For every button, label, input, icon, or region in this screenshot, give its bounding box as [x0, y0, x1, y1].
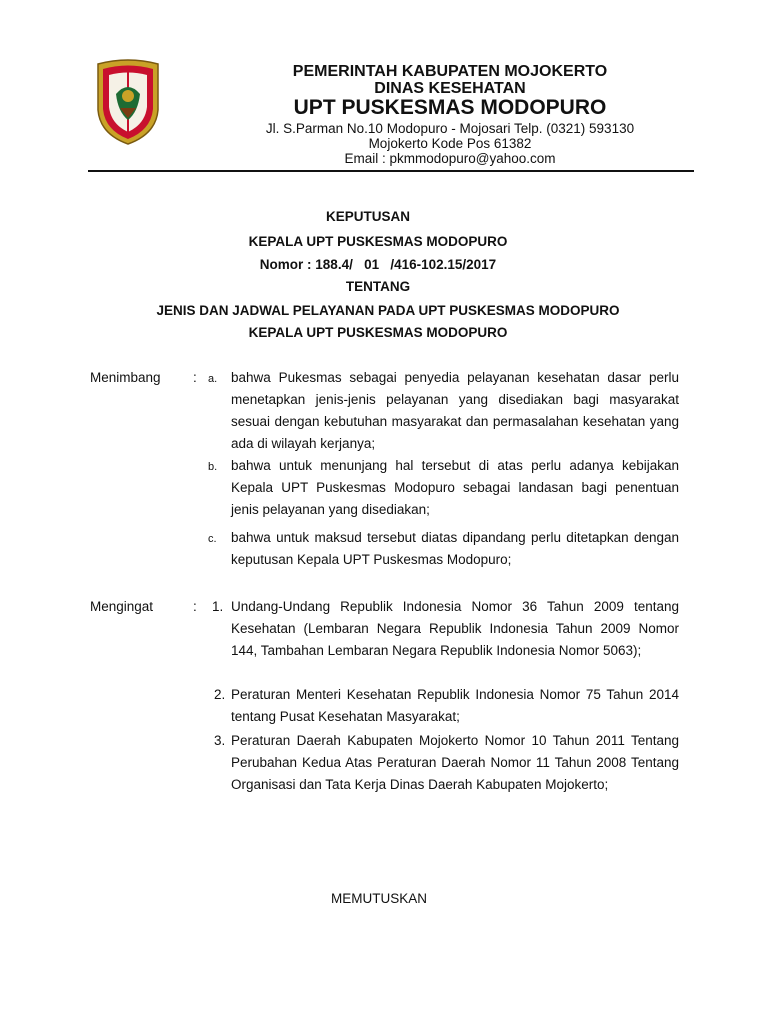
memutuskan-heading: MEMUTUSKAN	[331, 891, 428, 906]
mengingat-item-3-number: 3.	[214, 733, 226, 748]
decree-authority: KEPALA UPT PUSKESMAS MODOPURO	[248, 325, 508, 340]
menimbang-label: Menimbang	[90, 370, 161, 385]
menimbang-item-a: bahwa Pukesmas sebagai penyedia pelayanan kesehatan dasar perlu menetapkan jenis-jenis pelayanan yang disediakan bagi masyarakat sesuai dengan kebutuhan masyarakat dan permasalahan kesehatan yang ada di wilayah kerjanya;	[231, 370, 679, 451]
letterhead-department: DINAS KESEHATAN	[374, 80, 526, 97]
decree-heading: KEPUTUSAN	[325, 209, 410, 224]
menimbang-colon: :	[193, 370, 197, 385]
letterhead-government: PEMERINTAH KABUPATEN MOJOKERTO	[292, 63, 608, 80]
mengingat-item-2: Peraturan Menteri Kesehatan Republik Indonesia Nomor 75 Tahun 2014 tentang Pusat Kesehatan Masyarakat;	[231, 687, 679, 724]
mengingat-item-2-number: 2.	[214, 687, 226, 702]
menimbang-item-a-marker: a.	[208, 373, 218, 385]
letterhead-address: Jl. S.Parman No.10 Modopuro - Mojosari Telp. (0321) 593130	[265, 121, 635, 136]
mengingat-item-1: Undang-Undang Republik Indonesia Nomor 36 Tahun 2009 tentang Kesehatan (Lembaran Negara Republik Indonesia Tahun 2009 Nomor 144, Tambahan Lembaran Negara Republik Indonesia Nomor 5063);	[231, 599, 679, 658]
mengingat-item-1-number: 1.	[212, 599, 224, 614]
menimbang-item-b-marker: b.	[208, 461, 218, 473]
menimbang-item-b: bahwa untuk menunjang hal tersebut di atas perlu adanya kebijakan Kepala UPT Puskesmas Modopuro sebagai landasan bagi penentuan jenis pelayanan yang disediakan;	[231, 458, 679, 517]
mengingat-item-3: Peraturan Daerah Kabupaten Mojokerto Nomor 10 Tahun 2011 Tentang Perubahan Kedua Atas Peraturan Daerah Nomor 11 Tahun 2008 Tentang Organisasi dan Tata Kerja Dinas Daerah Kabupaten Mojokerto;	[231, 733, 679, 792]
letterhead-email: Email : pkmmodopuro@yahoo.com	[344, 151, 556, 166]
letterhead-institution: UPT PUSKESMAS MODOPURO	[293, 96, 607, 119]
decree-issuer: KEPALA UPT PUSKESMAS MODOPURO	[248, 234, 508, 249]
decree-subject: JENIS DAN JADWAL PELAYANAN PADA UPT PUSKESMAS MODOPURO	[156, 303, 620, 318]
letterhead-city: Mojokerto Kode Pos 61382	[368, 136, 532, 151]
menimbang-item-c-marker: c.	[208, 533, 217, 545]
regency-logo	[94, 58, 162, 146]
decree-about-label: TENTANG	[345, 279, 411, 294]
mengingat-colon: :	[193, 599, 197, 614]
mengingat-label: Mengingat	[90, 599, 154, 614]
letterhead-divider	[88, 170, 694, 172]
menimbang-item-c: bahwa untuk maksud tersebut diatas dipandang perlu ditetapkan dengan keputusan Kepala UPT Puskesmas Modopuro;	[231, 530, 679, 567]
decree-number: Nomor : 188.4/ 01 /416-102.15/2017	[259, 257, 497, 272]
